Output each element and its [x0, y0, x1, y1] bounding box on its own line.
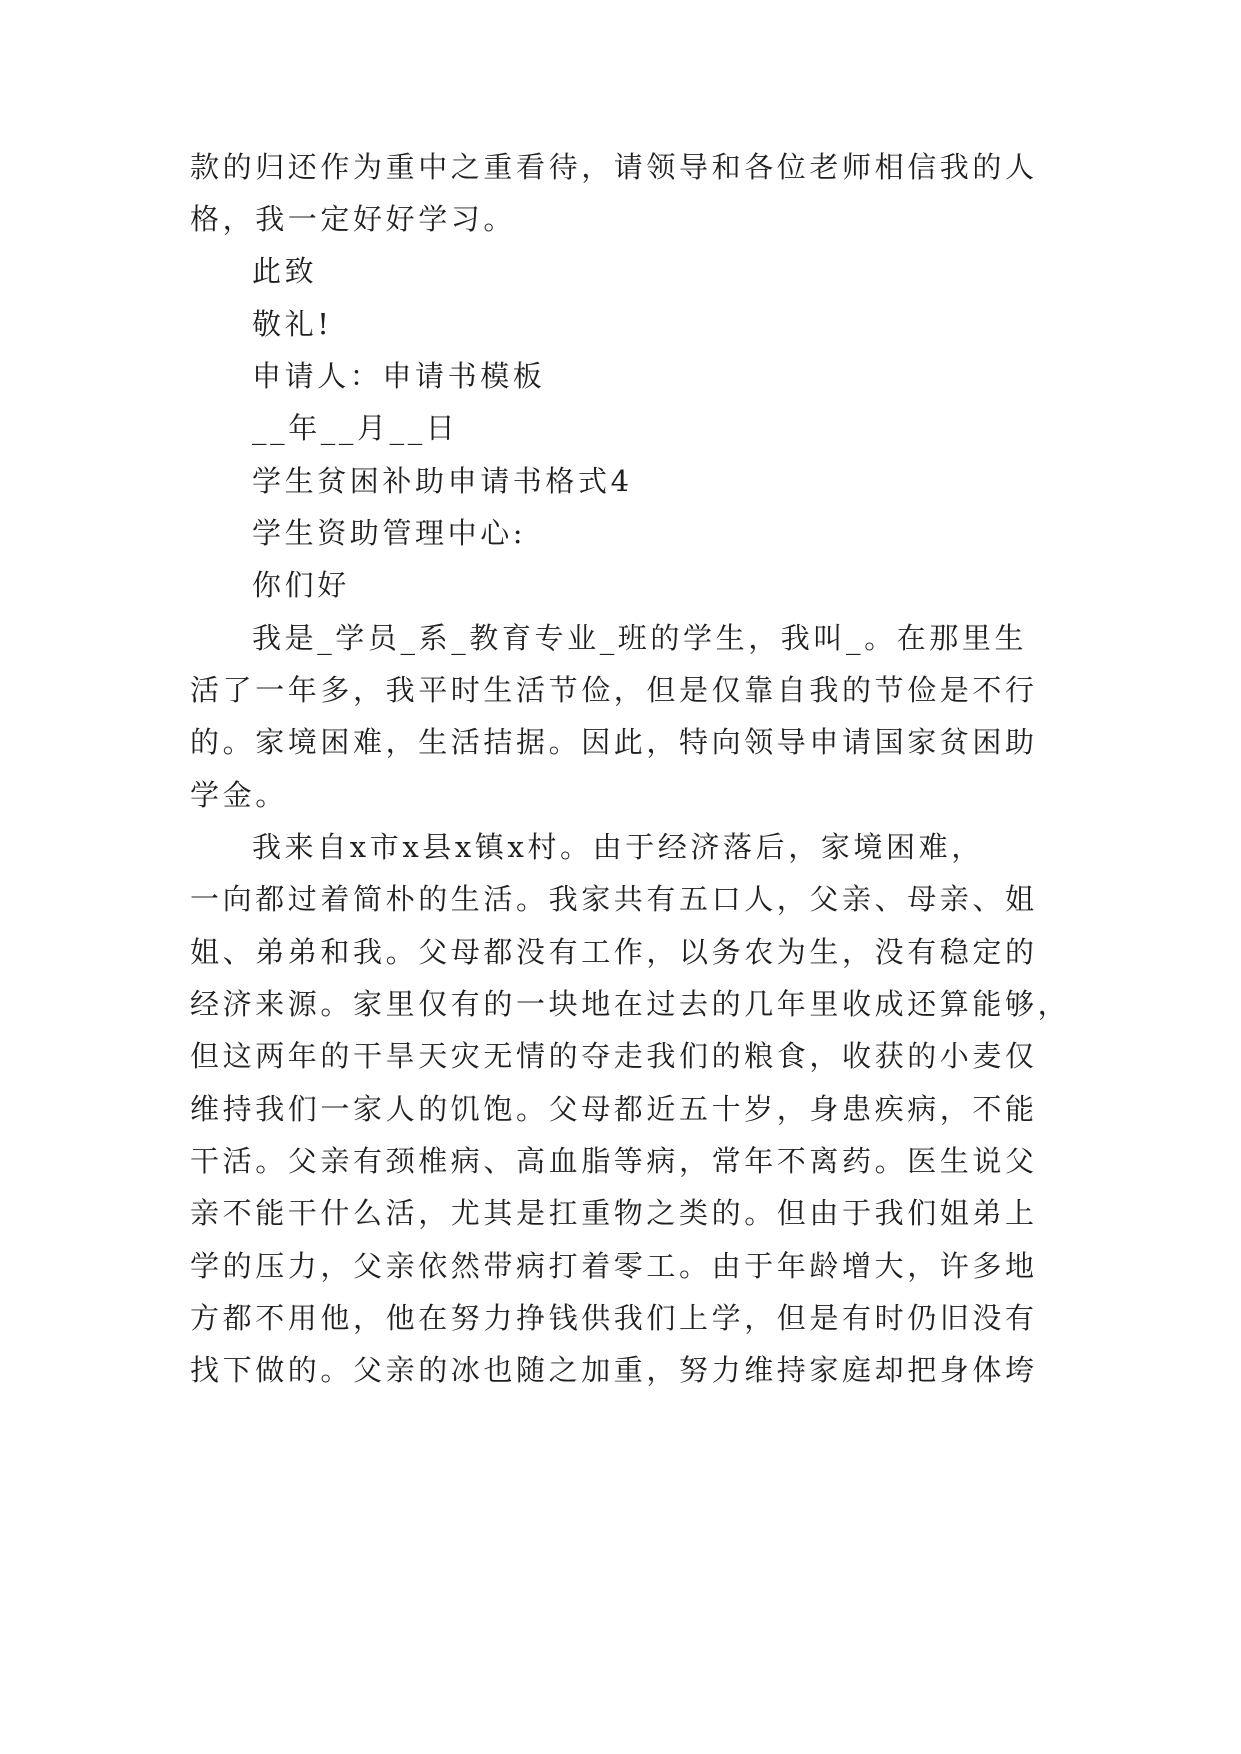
text-line: 款的归还作为重中之重看待，请领导和各位老师相信我的人 [190, 150, 1038, 184]
applicant-signature: 申请人：申请书模板 [252, 359, 546, 393]
paragraph-line: 经济来源。家里仅有的一块地在过去的几年里收成还算能够， [190, 987, 1071, 1021]
section-title: 学生贫困补助申请书格式4 [252, 464, 633, 498]
greeting-line: 你们好 [252, 568, 350, 602]
paragraph-line: 学的压力，父亲依然带病打着零工。由于年龄增大，许多地 [190, 1249, 1038, 1283]
paragraph-line: 我来自x市x县x镇x村。由于经济落后，家境困难， [252, 830, 984, 864]
paragraph-line: 的。家境困难，生活拮据。因此，特向领导申请国家贫困助 [190, 725, 1038, 759]
paragraph-line: 干活。父亲有颈椎病、高血脂等病，常年不离药。医生说父 [190, 1144, 1038, 1178]
paragraph-line: 学金。 [190, 778, 288, 812]
paragraph-line: 方都不用他，他在努力挣钱供我们上学，但是有时仍旧没有 [190, 1301, 1038, 1335]
paragraph-line: 我是_学员_系_教育专业_班的学生，我叫_。在那里生 [252, 621, 1028, 655]
recipient-line: 学生资助管理中心: [252, 516, 527, 550]
date-line: __年__月__日 [252, 411, 459, 445]
paragraph-line: 活了一年多，我平时生活节俭，但是仅靠自我的节俭是不行 [190, 673, 1038, 707]
paragraph-line: 亲不能干什么活，尤其是扛重物之类的。但由于我们姐弟上 [190, 1196, 1038, 1230]
closing-regards: 敬礼! [252, 307, 333, 341]
paragraph-line: 维持我们一家人的饥饱。父母都近五十岁，身患疾病，不能 [190, 1092, 1038, 1126]
closing-salutation: 此致 [252, 254, 318, 288]
text-line: 格，我一定好好学习。 [190, 202, 517, 236]
paragraph-line: 姐、弟弟和我。父母都没有工作，以务农为生，没有稳定的 [190, 935, 1038, 969]
paragraph-line: 一向都过着简朴的生活。我家共有五口人，父亲、母亲、姐 [190, 882, 1038, 916]
paragraph-line: 但这两年的干旱天灾无情的夺走我们的粮食，收获的小麦仅 [190, 1039, 1038, 1073]
paragraph-line: 找下做的。父亲的冰也随之加重，努力维持家庭却把身体垮 [190, 1353, 1038, 1387]
